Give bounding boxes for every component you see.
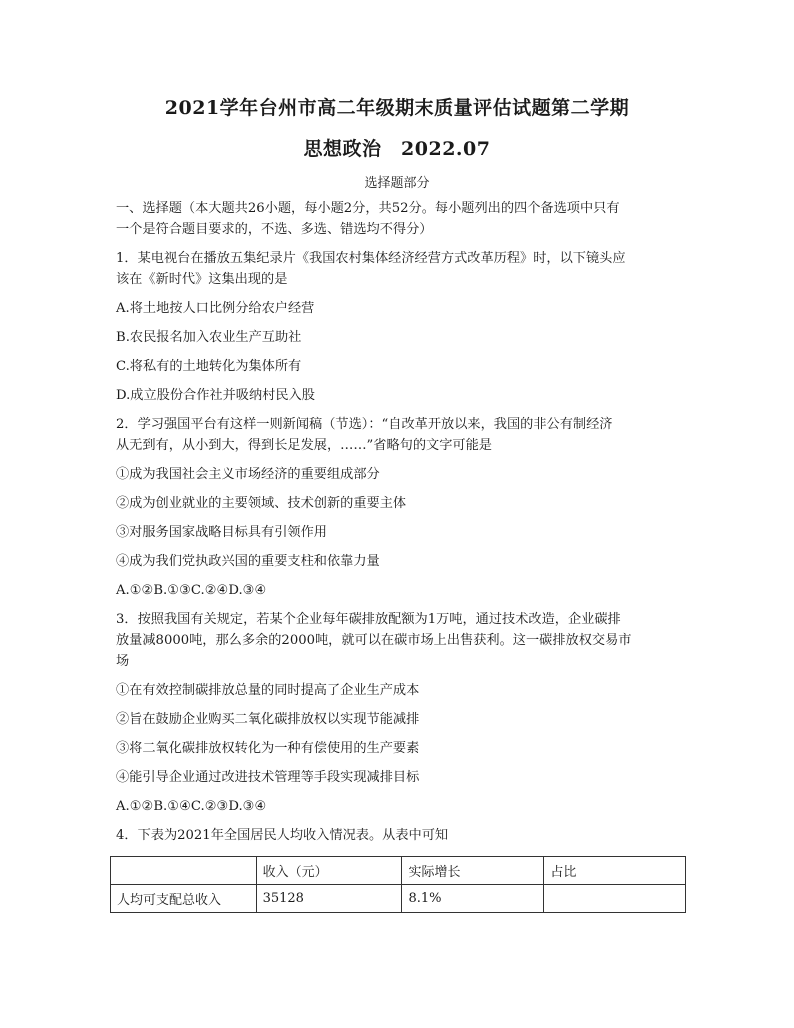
question-2-statement — [116, 522, 688, 543]
table-cell: 人均可支配总收入 — [111, 885, 257, 913]
option-text: A.将土地按人口比例分给农户经营 — [116, 301, 315, 316]
option-text: B.农民报名加入农业生产互助社 — [116, 330, 302, 345]
question-text: 该在《新时代》这集出现的是 — [116, 272, 288, 287]
instructions — [116, 198, 688, 240]
table-cell: 8.1% — [402, 885, 544, 913]
table-header-cell: 实际增长 — [402, 857, 544, 885]
question-3-statement — [116, 767, 688, 788]
table-header-cell: 收入（元） — [256, 857, 402, 885]
question-text: 2．学习强国平台有这样一则新闻稿（节选）：“自改革开放以来，我国的非公有制经济 — [116, 417, 613, 432]
option-text: C.将私有的土地转化为集体所有 — [116, 359, 302, 374]
question-2-statement — [116, 464, 688, 485]
table-cell — [544, 885, 686, 913]
table-header-cell — [111, 857, 257, 885]
table-row — [111, 885, 686, 913]
question-text: 放量减8000吨，那么多余的2000吨，就可以在碳市场上出售获利。这一碳排放权交易市 — [116, 633, 632, 648]
question-1-stem — [116, 248, 688, 290]
question-3-choices — [116, 796, 688, 817]
question-1-option — [116, 385, 688, 406]
table-cell: 35128 — [256, 885, 402, 913]
question-text: 3．按照我国有关规定，若某个企业每年碳排放配额为1万吨，通过技术改造，企业碳排 — [116, 612, 621, 627]
statement-text: ④能引导企业通过改进技术管理等手段实现减排目标 — [116, 770, 420, 785]
exam-subtitle: 思想政治 2022.07 — [303, 138, 491, 160]
income-table — [110, 856, 686, 913]
question-2-stem — [116, 414, 688, 456]
option-text: D.成立股份合作社并吸纳村民入股 — [116, 388, 315, 403]
question-text: 1．某电视台在播放五集纪录片《我国农村集体经济经营方式改革历程》时，以下镜头应 — [116, 251, 626, 266]
exam-title: 2021学年台州市高二年级期末质量评估试题第二学期 — [164, 97, 630, 119]
question-text: 从无到有，从小到大，得到长足发展，……”省略句的文字可能是 — [116, 438, 492, 453]
question-1-option — [116, 327, 688, 348]
statement-text: ④成为我们党执政兴国的重要支柱和依靠力量 — [116, 554, 380, 569]
instructions-line: 一、选择题（本大题共26小题，每小题2分，共52分。每小题列出的四个备选项中只有 — [116, 201, 620, 216]
question-1-option — [116, 356, 688, 377]
exam-content — [116, 198, 688, 854]
instructions-line: 一个是符合题目要求的，不选、多选、错选均不得分） — [116, 222, 433, 237]
question-text: 场 — [116, 654, 130, 669]
statement-text: ②成为创业就业的主要领域、技术创新的重要主体 — [116, 496, 407, 511]
question-4-stem — [116, 825, 688, 846]
question-text: 4．下表为2021年全国居民人均收入情况表。从表中可知 — [116, 828, 449, 843]
question-3-statement — [116, 738, 688, 759]
question-3-stem — [116, 609, 688, 672]
statement-text: ①在有效控制碳排放总量的同时提高了企业生产成本 — [116, 683, 420, 698]
question-2-statement — [116, 551, 688, 572]
question-3-statement — [116, 680, 688, 701]
statement-text: ③对服务国家战略目标具有引领作用 — [116, 525, 327, 540]
table-header-cell: 占比 — [544, 857, 686, 885]
statement-text: ②旨在鼓励企业购买二氧化碳排放权以实现节能减排 — [116, 712, 420, 727]
question-1-option — [116, 298, 688, 319]
choices-text: A.①②B.①③C.②④D.③④ — [116, 583, 267, 598]
question-3-statement — [116, 709, 688, 730]
statement-text: ③将二氧化碳排放权转化为一种有偿使用的生产要素 — [116, 741, 420, 756]
question-2-statement — [116, 493, 688, 514]
question-2-choices — [116, 580, 688, 601]
choices-text: A.①②B.①④C.②③D.③④ — [116, 799, 267, 814]
table-header-row — [111, 857, 686, 885]
statement-text: ①成为我国社会主义市场经济的重要组成部分 — [116, 467, 380, 482]
section-heading: 选择题部分 — [364, 176, 430, 191]
